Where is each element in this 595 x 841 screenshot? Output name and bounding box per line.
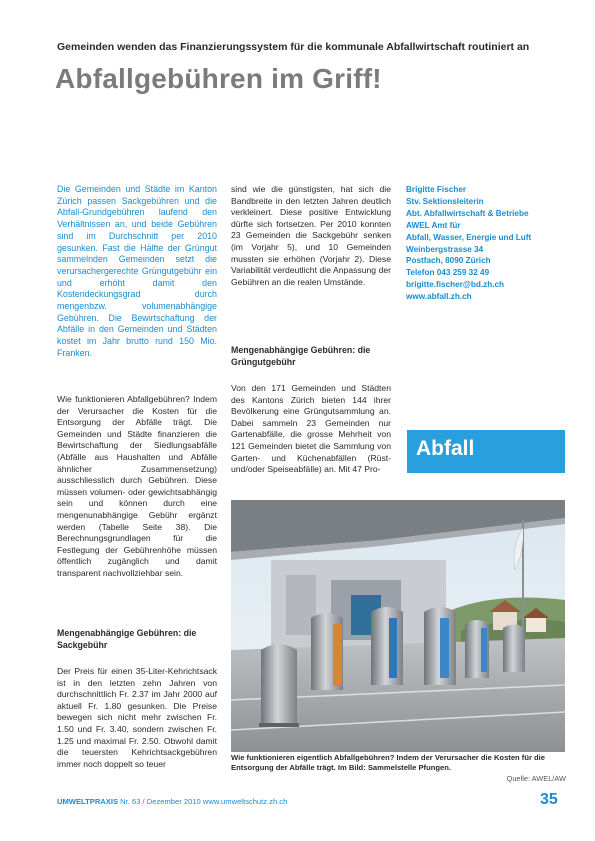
footer-issue: Nr. 63 / Dezember 2010 (120, 797, 201, 806)
footer-brand: UMWELTPRAXIS (57, 797, 119, 806)
photo-caption: Wie funktionieren eigentlich Abfallgebühren? Indem der Verursacher die Kosten für die Entsorgung der Abfälle trägt. Im Bild: Sammelstelle Pfungen. (231, 753, 546, 772)
section-label: Abfall (416, 437, 475, 460)
contact-office: AWEL Amt für (406, 220, 461, 230)
page-number: 35 (540, 791, 558, 808)
contact-phone: Telefon 043 259 32 49 (406, 268, 490, 278)
contact-street: Weinbergstrasse 34 (406, 244, 484, 254)
contact-role: Stv. Sektionsleiterin (406, 196, 484, 206)
footer-url[interactable]: www.umweltschutz.zh.ch (202, 797, 288, 806)
contact-department: Abt. Abfallwirtschaft & Betriebe (406, 208, 529, 218)
subheading-gruengutgebuehr: Mengenabhängige Gebühren: die Grüngutgebühr (231, 345, 371, 367)
body-paragraph-1: Wie funktionieren Abfallgebühren? Indem der Verursacher die Kosten für die Entsorgung der Abfälle trägt. Die Gemeinden und Städte finanzieren die Bewirtschaftung der Siedlungsabfälle (Abfälle aus Haushalten und Abfälle ähnlicher Zusammensetzung) ausschliesslich durch Gebühren. Diese müssen volumen- oder gewichtsabhängig sein und können durch eine mengenunabhängige Gebühr ergänzt werden (Tabelle Seite 38). Die Berechnungsgrundlagen für die Festlegung der Gebührenhöhe müssen öffentlich zugänglich und damit transparent nachvollziehbar sein. (57, 394, 217, 578)
photo-credit: Quelle: AWEL/AW (506, 774, 566, 783)
page-title: Abfallgebühren im Griff! (55, 63, 382, 94)
kicker: Gemeinden wenden das Finanzierungssystem für die kommunale Abfallwirtschaft routiniert an (57, 41, 530, 53)
subheading-sackgebuehr: Mengenabhängige Gebühren: die Sackgebühr (57, 628, 197, 650)
contact-postbox: Postfach, 8090 Zürich (406, 256, 491, 266)
body-paragraph-3: sind wie die günstigsten, hat sich die Bandbreite in den letzten Jahren deutlich verkleinert. Diese positive Entwicklung dürfte sich fortsetzen. Per 2010 konnten 23 Gemeinden die Sackgebühr senken (im Vorjahr 5), und 10 Gemeinden mussten sie erhöhen (Vorjahr 2). Diese Variabilität verdeutlicht die Anpassung der Gebühren an die realen Umstände. (231, 184, 391, 287)
body-paragraph-4: Von den 171 Gemeinden und Städten des Kantons Zürich bieten 144 ihrer Bevölkerung eine Grüngutsammlung an. Dabei sammeln 23 Gemeinden nur Gartenabfälle, die grosse Mehrheit von 121 Gemeinden bietet die Sammlung von Garten- und Küchenabfällen (Rüst- und/oder Speiseabfälle) an. Mit 47 Pro- (231, 383, 391, 475)
footer (57, 797, 287, 806)
contact-website[interactable]: www.abfall.zh.ch (406, 292, 472, 302)
contact-office-2: Abfall, Wasser, Energie und Luft (406, 232, 532, 242)
body-paragraph-2: Der Preis für einen 35-Liter-Kehrichtsack ist in den letzten zehn Jahren von durchschnittlich Fr. 2.37 im Jahr 2000 auf aktuell Fr. 1.80 gesunken. Die Preise bewegen sich nicht mehr zwischen Fr. 1.50 und Fr. 3.40, sondern zwischen Fr. 1.25 und maximal Fr. 2.50. Obwohl damit die teuersten Kehrichtsackgebühren immer noch doppelt so teuer (57, 666, 217, 769)
contact-name: Brigitte Fischer (406, 185, 467, 194)
collection-point-photo (231, 500, 565, 752)
contact-email[interactable]: brigitte.fischer@bd.zh.ch (406, 280, 505, 290)
contact-block (406, 184, 566, 303)
lead-paragraph: Die Gemeinden und Städte im Kanton Zürich passen Sackgebühren und die Abfall-Grundgebühren laufend den Verhältnissen an, und beide Gebühren sind im Durchschnitt per 2010 gesunken. Fast die Hälfte der Grüngut sammelnden Gemeinden setzt die verursachergerechte Grüngutgebühr ein und erhöht damit den Kostendeckungsgrad durch mengenbzw. volumenabhängige Gebühren. Die Bewirtschaftung der Abfälle in den Gemeinden und Städten kostet im Jahr brutto rund 150 Mio. Franken. (57, 184, 217, 358)
